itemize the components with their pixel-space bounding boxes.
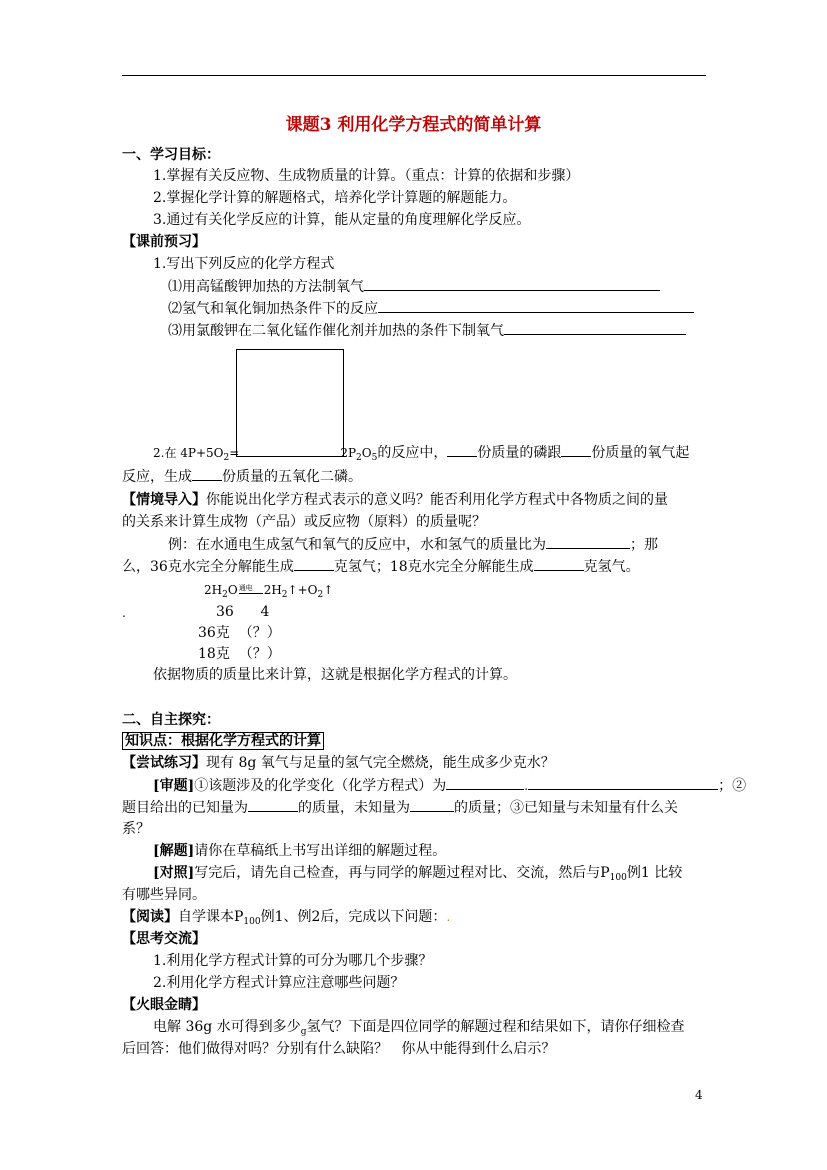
conclusion: 依据物质的质量比来计算，这就是根据化学方程式的计算。 <box>153 667 517 683</box>
mass-row-18: 18克 （？） <box>198 646 281 662</box>
review-line1: [审题]①该题涉及的化学变化（化学方程式）为 . ；② <box>153 778 747 794</box>
answer-blank[interactable] <box>447 443 477 457</box>
compare-line2: 有哪些异同。 <box>122 887 206 903</box>
answer-blank[interactable] <box>561 443 591 457</box>
preview-q1c: ⑶用氯酸钾在二氧化锰作催化剂并加热的条件下制氧气 <box>168 321 686 340</box>
solve-line: [解题]请你在草稿纸上书写出详细的解题过程。 <box>153 843 447 859</box>
equation-box <box>236 349 344 457</box>
answer-blank[interactable] <box>378 299 694 313</box>
answer-blank[interactable] <box>504 321 686 335</box>
preview-q1: 1.写出下列反应的化学方程式 <box>153 256 335 272</box>
review-line3: 系？ <box>122 821 150 837</box>
answer-blank[interactable] <box>546 535 630 549</box>
goal-1: 1.掌握有关反应物、生成物质量的计算。（重点：计算的依据和步骤） <box>153 168 580 184</box>
header-rule <box>122 75 706 76</box>
preview-q1a: ⑴用高锰酸钾加热的方法制氧气 <box>168 277 660 296</box>
answer-blank[interactable] <box>294 557 334 571</box>
preview-q2-line2: 反应，生成 份质量的五氧化二磷。 <box>122 469 362 485</box>
example-line1: 例：在水通电生成氢气和氧气的反应中，水和氢气的质量比为 ；那 <box>168 537 658 553</box>
think-q2: 2.利用化学方程式计算应注意哪些问题？ <box>153 975 405 991</box>
fire-line1: 电解 36g 水可得到多少$_g$氢气？下面是四位同学的解题过程和结果如下，请你仔细检查 <box>153 1019 685 1037</box>
compare-line1: [对照]写完后，请先自己检查，再与同学的解题过程对比、交流，然后与$P_{100}$例1 比较 <box>153 865 683 883</box>
preview-q2: 2.在 $4P+5O_2= 2P_2O_5$的反应中， 份质量的磷跟 份质量的氧气起 <box>153 445 690 463</box>
read-line: 【阅读】自学课本$P_{100}$例1、例2后，完成以下问题：. <box>122 909 451 927</box>
dot-mark: . <box>122 606 126 620</box>
page-number: 4 <box>695 1088 703 1102</box>
example-line2: 么，36克水完全分解能生成 克氢气；18克水完全分解能生成 克氢气。 <box>122 559 640 575</box>
answer-blank[interactable] <box>534 557 584 571</box>
answer-blank[interactable] <box>192 467 222 481</box>
review-line2: 题目给出的已知量为 的质量，未知量为 的质量；③已知量与未知量有什么关 <box>122 800 678 816</box>
answer-blank[interactable] <box>364 277 660 291</box>
page-title: 课题3 利用化学方程式的简单计算 <box>285 115 542 135</box>
preview-q1b: ⑵氢气和氧化铜加热条件下的反应 <box>168 299 694 318</box>
mass-row-36: 36克 （？） <box>198 625 281 641</box>
answer-blank[interactable] <box>528 776 718 790</box>
knowledge-point: 知识点：根据化学方程式的计算 <box>122 732 324 750</box>
goal-2: 2.掌握化学计算的解题格式，培养化学计算题的解题能力。 <box>153 190 517 206</box>
think-q1: 1.利用化学方程式计算的可分为哪几个步骤？ <box>153 953 433 969</box>
section1-heading: 一、学习目标： <box>122 147 220 163</box>
think-heading: 【思考交流】 <box>122 931 206 947</box>
fire-heading: 【火眼金睛】 <box>122 997 206 1013</box>
water-equation: $2H_2O$ 通电 $2H_2↑+O_2↑$ <box>204 583 334 600</box>
intro-line2: 的关系来计算生成物（产品）或反应物（原料）的质量呢？ <box>122 514 486 530</box>
mass-ratio: 36 4 <box>216 604 270 620</box>
preview-heading: 【课前预习】 <box>122 234 206 250</box>
goal-3: 3.通过有关化学反应的计算，能从定量的角度理解化学反应。 <box>153 212 531 228</box>
intro-line1: 【情境导入】你能说出化学方程式表示的意义吗？能否利用化学方程式中各物质之间的量 <box>122 492 668 508</box>
section2-heading: 二、自主探究： <box>122 712 220 728</box>
try-line: 【尝试练习】现有 8g 氧气与足量的氢气完全燃烧，能生成多少克水？ <box>122 755 555 771</box>
fire-line2: 后回答：他们做得对吗？分别有什么缺陷？ 你从中能得到什么启示？ <box>122 1041 556 1057</box>
answer-blank[interactable] <box>410 798 454 812</box>
answer-blank[interactable] <box>248 798 298 812</box>
